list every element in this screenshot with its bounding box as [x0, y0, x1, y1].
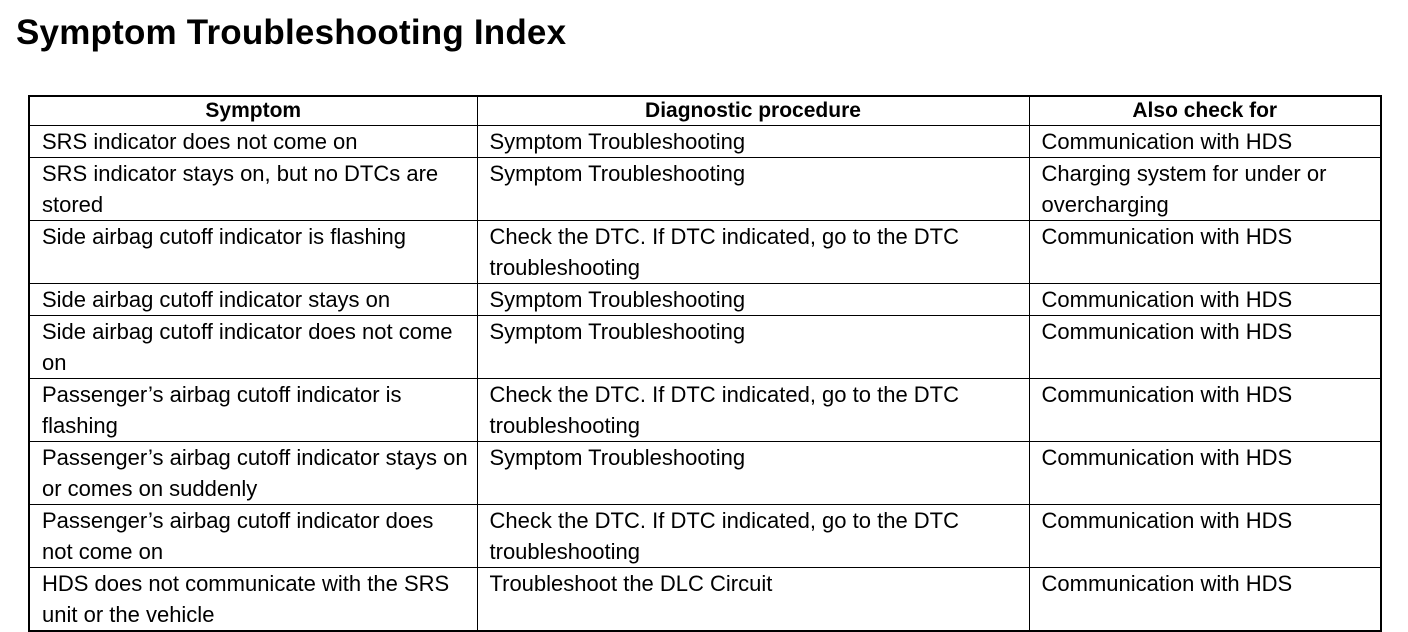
- procedure-cell: Symptom Troubleshooting: [477, 316, 1029, 379]
- column-header-also-check-for: Also check for: [1029, 96, 1381, 126]
- table-row: [29, 316, 1381, 379]
- symptom-cell: Side airbag cutoff indicator stays on: [29, 284, 477, 316]
- symptom-cell: Passenger’s airbag cutoff indicator does not come on: [29, 505, 477, 568]
- table-row: [29, 126, 1381, 158]
- symptom-cell: Passenger’s airbag cutoff indicator stays on or comes on suddenly: [29, 442, 477, 505]
- column-header-symptom: Symptom: [29, 96, 477, 126]
- procedure-cell: Symptom Troubleshooting: [477, 442, 1029, 505]
- symptom-cell: HDS does not communicate with the SRS unit or the vehicle: [29, 568, 477, 632]
- symptom-cell: Side airbag cutoff indicator is flashing: [29, 221, 477, 284]
- table-row: [29, 158, 1381, 221]
- table-row: [29, 442, 1381, 505]
- symptom-index-table: [28, 95, 1382, 632]
- also-check-cell: Communication with HDS: [1029, 126, 1381, 158]
- table-row: [29, 221, 1381, 284]
- procedure-cell: Check the DTC. If DTC indicated, go to the DTC troubleshooting: [477, 221, 1029, 284]
- procedure-cell: Symptom Troubleshooting: [477, 158, 1029, 221]
- table-row: [29, 379, 1381, 442]
- procedure-cell: Check the DTC. If DTC indicated, go to the DTC troubleshooting: [477, 379, 1029, 442]
- symptom-cell: SRS indicator does not come on: [29, 126, 477, 158]
- symptom-cell: Passenger’s airbag cutoff indicator is flashing: [29, 379, 477, 442]
- procedure-cell: Symptom Troubleshooting: [477, 126, 1029, 158]
- procedure-cell: Troubleshoot the DLC Circuit: [477, 568, 1029, 632]
- also-check-cell: Charging system for under or overcharging: [1029, 158, 1381, 221]
- also-check-cell: Communication with HDS: [1029, 221, 1381, 284]
- procedure-cell: Symptom Troubleshooting: [477, 284, 1029, 316]
- symptom-cell: SRS indicator stays on, but no DTCs are stored: [29, 158, 477, 221]
- also-check-cell: Communication with HDS: [1029, 284, 1381, 316]
- procedure-cell: Check the DTC. If DTC indicated, go to the DTC troubleshooting: [477, 505, 1029, 568]
- table-row: [29, 284, 1381, 316]
- symptom-cell: Side airbag cutoff indicator does not come on: [29, 316, 477, 379]
- table-header-row: [29, 96, 1381, 126]
- column-header-diagnostic-procedure: Diagnostic procedure: [477, 96, 1029, 126]
- table-row: [29, 505, 1381, 568]
- also-check-cell: Communication with HDS: [1029, 568, 1381, 632]
- also-check-cell: Communication with HDS: [1029, 316, 1381, 379]
- also-check-cell: Communication with HDS: [1029, 505, 1381, 568]
- page-title: Symptom Troubleshooting Index: [16, 13, 567, 52]
- also-check-cell: Communication with HDS: [1029, 442, 1381, 505]
- table-row: [29, 568, 1381, 632]
- also-check-cell: Communication with HDS: [1029, 379, 1381, 442]
